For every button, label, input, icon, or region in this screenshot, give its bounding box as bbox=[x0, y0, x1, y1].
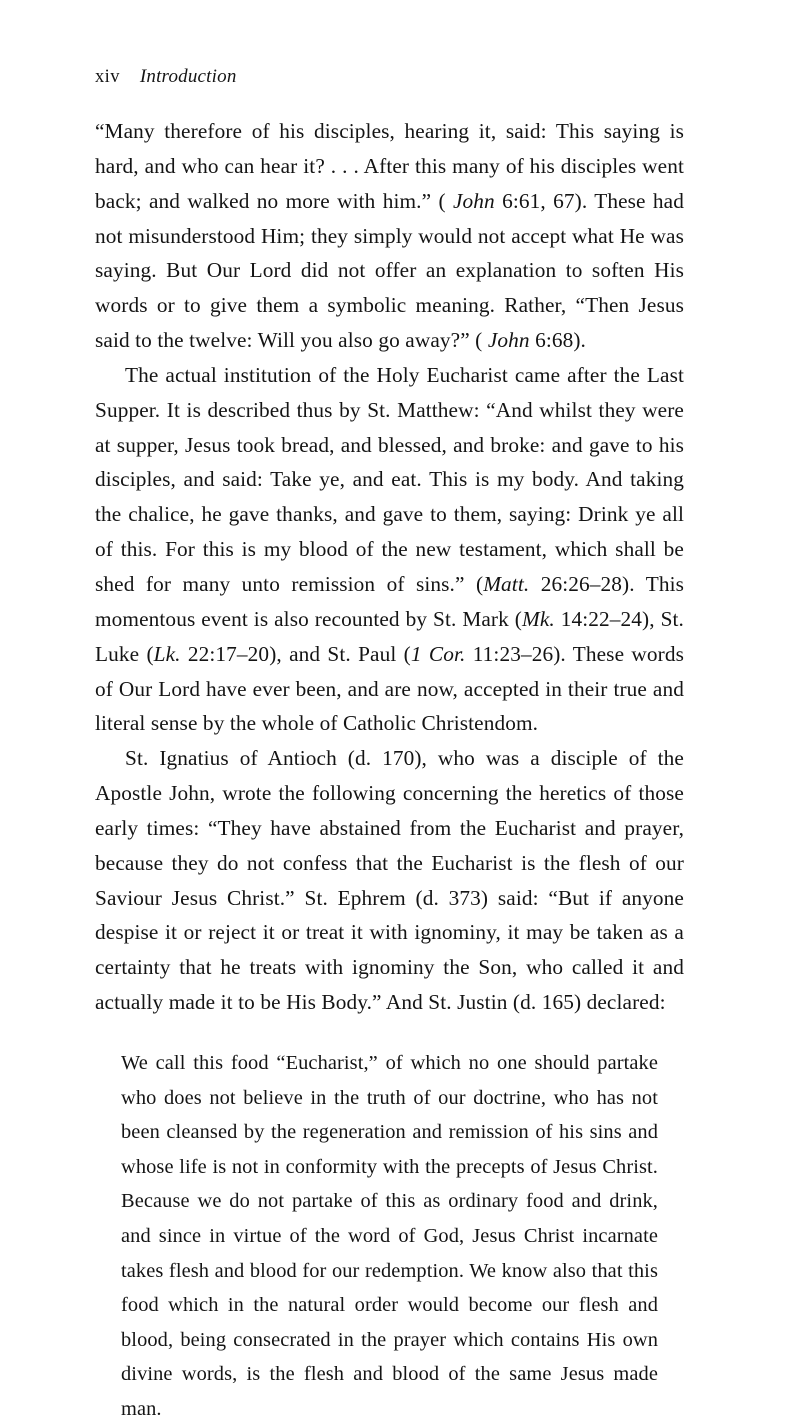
citation-italic: John bbox=[487, 328, 530, 353]
citation-italic: Lk. bbox=[153, 641, 181, 666]
citation-italic: Matt. bbox=[483, 571, 530, 596]
citation-italic: Mk. bbox=[521, 606, 555, 631]
body-paragraph-3: St. Ignatius of Antioch (d. 170), who was a disciple of the Apostle John, wrote the following concerning the heretics of those early times: “They have abstained from the Eucharist and prayer, because they do not confess that the Eucharist is the flesh of our Saviour Jesus Christ.” St. Ephrem (d. 373) said: “But if anyone despise it or reject it or treat it with ignominy, it may be taken as a certainty that he treats with ignominy the Son, who called it and actually made it to be His Body.” And St. Justin (d. 165) declared: bbox=[95, 746, 684, 1015]
page-folio: xiv bbox=[95, 67, 120, 87]
citation-italic: John bbox=[452, 188, 495, 213]
block-quotation-text: We call this food “Eucharist,” of which no one should partake who does not believe in the truth of our doctrine, who has not been cleansed by the regeneration and remission of his sins and whose life is not in conformity with the precepts of Jesus Christ. Because we do not partake of this as ordinary food and drink, and since in virtue of the word of God, Jesus Christ incarnate takes flesh and blood for our redemption. We know also that this food which in the natural order would become our flesh and blood, being consecrated in the prayer which contains His own divine words, is the flesh and blood of the same Jesus made man. bbox=[121, 1051, 658, 1420]
body-paragraph-1: “Many therefore of his disciples, hearing it, said: This saying is hard, and who can hear it? . . . After this many of his disciples went back; and walked no more with him.” ( John 6:61, 67). These had not misunderstood Him; they simply would not accept what He was saying. But Our Lord did not offer an explanation to soften His words or to give them a symbolic meaning. Rather, “Then Jesus said to the twelve: Will you also go away?” ( John 6:68). bbox=[95, 119, 684, 353]
running-head-title: Introduction bbox=[139, 66, 237, 87]
citation-italic: 1 Cor. bbox=[410, 641, 466, 666]
body-paragraph-2: The actual institution of the Holy Eucharist came after the Last Supper. It is described thus by St. Matthew: “And whilst they were at supper, Jesus took bread, and blessed, and broke: and gave to his disciples, and said: Take ye, and eat. This is my body. And taking the chalice, he gave thanks, and gave to them, saying: Drink ye all of this. For this is my blood of the new testament, which shall be shed for many unto remission of sins.” (Matt. 26:26–28). This momentous event is also recounted by St. Mark (Mk. 14:22–24), St. Luke (Lk. 22:17–20), and St. Paul (1 Cor. 11:23–26). These words of Our Lord have ever been, and are now, accepted in their true and literal sense by the whole of Catholic Christendom. bbox=[95, 362, 684, 736]
block-quotation bbox=[95, 1046, 684, 1426]
running-head bbox=[95, 66, 683, 92]
text-block bbox=[95, 114, 684, 1426]
